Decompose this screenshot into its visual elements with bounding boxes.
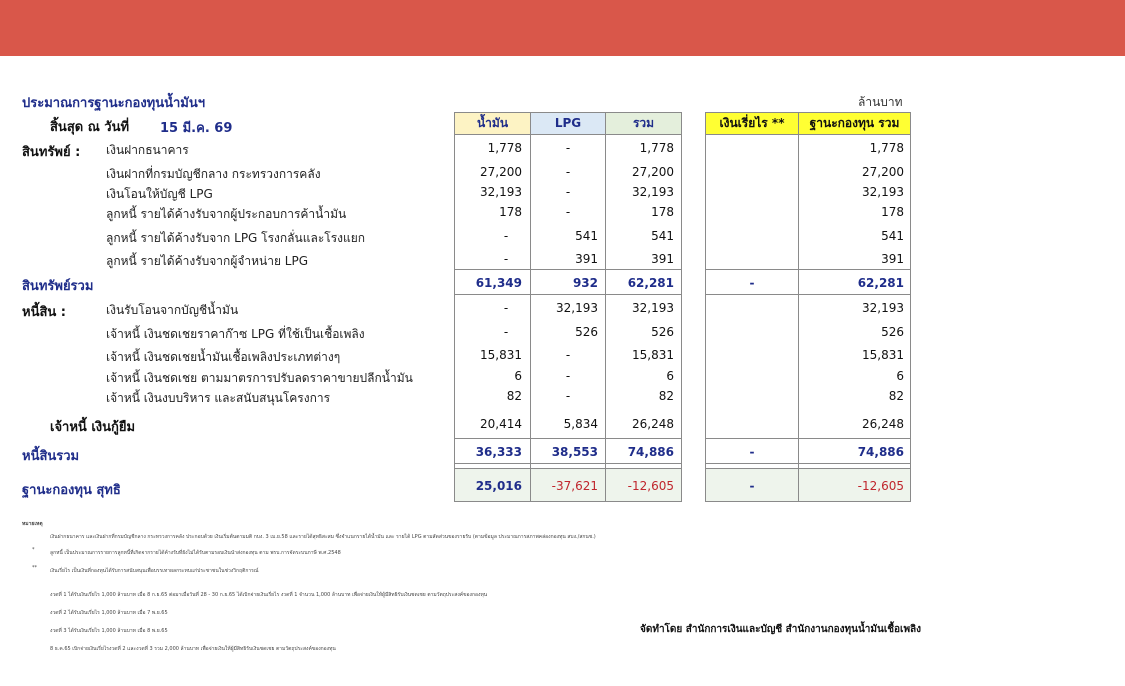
cell-lpg: - (565, 165, 571, 179)
cell-lpg: - (565, 369, 571, 383)
grid-line (705, 294, 911, 295)
cell-fund: 541 (881, 229, 904, 243)
cell-fund: 6 (896, 369, 904, 383)
cell-total: 74,886 (627, 445, 674, 459)
note-line: ลูกหนี้ เป็นประมาณการรายการลูกหนี้ที่เกิดจากรายได้ค้างรับที่ยังไม่ได้รับตามรอบเงินนำส่งกองทุน ตาม พรบ.การจัดระบบภาษี พ.ศ.2548 (50, 550, 341, 556)
cell-lpg: - (565, 205, 571, 219)
cell-oil: 6 (514, 369, 522, 383)
cell-oil: - (503, 252, 509, 266)
cell-oil: 32,193 (480, 185, 522, 199)
cell-total: 62,281 (627, 276, 674, 290)
cell-lpg: - (565, 185, 571, 199)
cell-fund: 82 (888, 389, 904, 403)
row-label: เงินฝากที่กรมบัญชีกลาง กระทรวงการคลัง (106, 167, 321, 181)
cell-lpg: - (565, 348, 571, 362)
cell-oil: - (503, 229, 509, 243)
cell-oil: 15,831 (480, 348, 522, 362)
cell-fund: 32,193 (862, 301, 904, 315)
row-label: ลูกหนี้ รายได้ค้างรับจากผู้ประกอบการค้าน้ำมัน (106, 207, 347, 221)
note-line: งวดที่ 1 ได้รับเงินเรี่ยไร 1,000 ล้านบาท เมื่อ 8 ก.ย.65 ต่อมาเมื่อวันที่ 28 - 30 ก.ย.65 ได้เบิกจ่ายเงินเรี่ยไร งวดที่ 1 จำนวน 1,000 ล้านบาท เพื่อจ่ายเงินให้ผู้มีสิทธิรับเงินชดเชย ตามวัตถุประสงค์ของกองทุน (50, 592, 488, 598)
cell-fund: -12,605 (857, 479, 904, 493)
cell-total: -12,605 (627, 479, 674, 493)
cell-fund: 62,281 (857, 276, 904, 290)
col-header-fund-total: ฐานะกองทุน รวม (798, 112, 911, 135)
cell-fund: 391 (881, 252, 904, 266)
grid-line (705, 438, 911, 439)
row-label: เงินโอนให้บัญชี LPG (106, 187, 213, 201)
note-bullet: ** (32, 565, 37, 571)
prepared-by-footer: จัดทำโดย สำนักการเงินและบัญชี สำนักงานกองทุนน้ำมันเชื้อเพลิง (640, 624, 922, 635)
cell-total: 541 (651, 229, 674, 243)
grid-line (705, 468, 911, 469)
cell-lpg: 5,834 (563, 417, 598, 431)
cell-interest: - (749, 276, 755, 290)
grid-line (454, 438, 682, 439)
date-label: สิ้นสุด ณ วันที่ (50, 120, 130, 135)
row-label: เงินฝากธนาคาร (106, 143, 189, 157)
note-bullet: * (32, 547, 35, 553)
liabilities-total-label: หนี้สินรวม (22, 449, 80, 464)
row-label: เงินรับโอนจากบัญชีน้ำมัน (106, 303, 239, 317)
cell-total: 6 (666, 369, 674, 383)
cell-lpg: 541 (575, 229, 598, 243)
liabilities-section-label: หนี้สิน : (22, 305, 67, 320)
cell-fund: 526 (881, 325, 904, 339)
cell-total: 82 (658, 389, 674, 403)
cell-oil: 61,349 (475, 276, 522, 290)
cell-lpg: -37,621 (551, 479, 598, 493)
cell-oil: - (503, 325, 509, 339)
row-label: เจ้าหนี้ เงินชดเชยราคาก๊าซ LPG ที่ใช้เป็นเชื้อเพลิง (106, 327, 365, 341)
cell-total: 178 (651, 205, 674, 219)
cell-total: 32,193 (632, 185, 674, 199)
cell-oil: 27,200 (480, 165, 522, 179)
cell-interest: - (749, 445, 755, 459)
assets-total-label: สินทรัพย์รวม (22, 279, 94, 294)
note-line: 8 ธ.ค.65 เบิกจ่ายเงินเรี่ยไรงวดที่ 2 และงวดที่ 3 รวม 2,000 ล้านบาท เพื่อจ่ายเงินให้ผู้มีสิทธิรับเงินชดเชย ตามวัตถุประสงค์ของกองทุน (50, 646, 336, 652)
note-line: งวดที่ 3 ได้รับเงินเรี่ยไร 1,000 ล้านบาท เมื่อ 8 พ.ย.65 (50, 628, 168, 634)
note-line: เงินฝากธนาคาร และเงินฝากที่กรมบัญชีกลาง กระทรวงการคลัง ประกอบด้วย เงินเริ่มต้นตามมติ กบง. 3 เม.ย.58 และรายได้สุทธิสะสม ซึ่งจำแนกรายได้น้ำมัน และ รายได้ LPG ตามสัดส่วนของรายรับ (ตามข้อมูล ประมาณการสภาพคล่องกองทุน สบง./สกนช.) (50, 534, 596, 540)
cell-oil: - (503, 301, 509, 315)
cell-fund: 178 (881, 205, 904, 219)
cell-lpg: 38,553 (551, 445, 598, 459)
grid-line (705, 135, 706, 502)
grid-line (454, 501, 682, 502)
cell-fund: 74,886 (857, 445, 904, 459)
col-header-oil: น้ำมัน (454, 112, 531, 135)
page-title: ประมาณการฐานะกองทุนน้ำมันฯ (22, 96, 206, 111)
grid-line (681, 135, 682, 502)
cell-oil: 20,414 (480, 417, 522, 431)
cell-total: 526 (651, 325, 674, 339)
cell-fund: 15,831 (862, 348, 904, 362)
grid-line (910, 135, 911, 502)
col-header-total: รวม (605, 112, 682, 135)
col-header-interest: เงินเรี่ยไร ** (705, 112, 799, 135)
cell-total: 27,200 (632, 165, 674, 179)
grid-line (454, 468, 682, 469)
cell-fund: 1,778 (869, 141, 904, 155)
net-position-label: ฐานะกองทุน สุทธิ (22, 483, 121, 498)
row-label: เจ้าหนี้ เงินชดเชย ตามมาตรการปรับลดราคาขายปลีกน้ำมัน (106, 371, 413, 385)
cell-total: 32,193 (632, 301, 674, 315)
cell-lpg: 32,193 (556, 301, 598, 315)
cell-oil: 1,778 (487, 141, 522, 155)
date-value: 15 มี.ค. 69 (160, 121, 233, 136)
cell-interest: - (749, 479, 755, 493)
cell-total: 1,778 (639, 141, 674, 155)
cell-lpg: 391 (575, 252, 598, 266)
cell-lpg: - (565, 141, 571, 155)
grid-line (605, 135, 606, 502)
grid-line (705, 463, 911, 464)
cell-lpg: 526 (575, 325, 598, 339)
notes-heading: หมายเหตุ (22, 521, 43, 527)
note-line: งวดที่ 2 ได้รับเงินเรี่ยไร 1,000 ล้านบาท เมื่อ 7 พ.ย.65 (50, 610, 168, 616)
cell-fund: 27,200 (862, 165, 904, 179)
cell-lpg: - (565, 389, 571, 403)
grid-line (454, 135, 455, 502)
cell-total: 15,831 (632, 348, 674, 362)
note-line: เงินเรี่ยไร เป็นเงินที่กองทุนได้รับการสนับสนุนเพื่อบรรเทาผลกระทบแก่ประชาชนในช่วงวิกฤติการณ์ (50, 568, 259, 574)
grid-line (705, 501, 911, 502)
grid-line (705, 269, 911, 270)
row-label: ลูกหนี้ รายได้ค้างรับจากผู้จำหน่าย LPG (106, 254, 309, 268)
cell-total: 26,248 (632, 417, 674, 431)
cell-oil: 25,016 (475, 479, 522, 493)
cell-lpg: 932 (572, 276, 598, 290)
cell-fund: 26,248 (862, 417, 904, 431)
cell-oil: 82 (506, 389, 522, 403)
cell-fund: 32,193 (862, 185, 904, 199)
cell-oil: 178 (499, 205, 522, 219)
cell-total: 391 (651, 252, 674, 266)
loan-label: เจ้าหนี้ เงินกู้ยืม (50, 420, 136, 435)
grid-line (454, 269, 682, 270)
unit-label: ล้านบาท (858, 95, 903, 109)
assets-section-label: สินทรัพย์ : (22, 145, 81, 160)
col-header-lpg: LPG (530, 112, 606, 135)
grid-line (798, 135, 799, 502)
cell-oil: 36,333 (475, 445, 522, 459)
row-label: เจ้าหนี้ เงินงบบริหาร และสนับสนุนโครงการ (106, 391, 331, 405)
grid-line (454, 294, 682, 295)
row-label: เจ้าหนี้ เงินชดเชยน้ำมันเชื้อเพลิงประเภทต่างๆ (106, 350, 341, 364)
grid-line (454, 463, 682, 464)
grid-line (530, 135, 531, 502)
row-label: ลูกหนี้ รายได้ค้างรับจาก LPG โรงกลั่นและโรงแยก (106, 231, 366, 245)
